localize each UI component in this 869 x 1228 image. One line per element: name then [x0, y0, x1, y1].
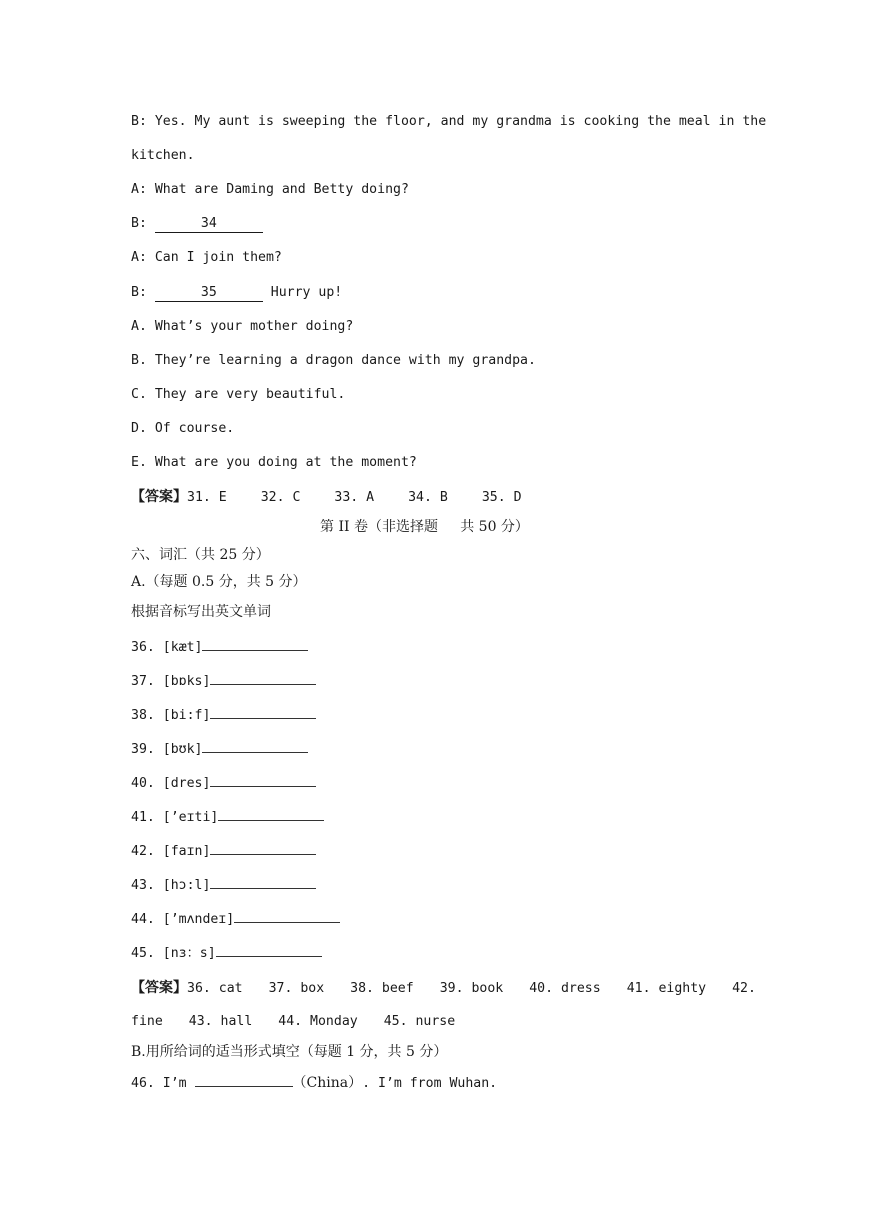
phonetic-item — [131, 910, 340, 929]
item-number: 42. — [131, 844, 155, 859]
answer-item: 36. cat — [187, 981, 243, 996]
dialogue-line-blank-34 — [131, 215, 263, 233]
phonetic-symbol: [dres] — [162, 776, 211, 791]
fill-blank — [210, 876, 316, 889]
phonetic-item — [131, 876, 316, 895]
fill-blank — [210, 842, 316, 855]
answer-item: 39. book — [439, 981, 504, 996]
item-number: 37. — [131, 674, 155, 689]
word-hint: （China） — [292, 1075, 363, 1091]
answer-item: 40. dress — [529, 981, 601, 996]
speaker-label: B: — [131, 285, 155, 300]
answer-line — [131, 488, 522, 507]
option-e: E. What are you doing at the moment? — [131, 455, 417, 470]
answer-line — [131, 1013, 455, 1031]
fill-blank — [218, 808, 324, 821]
answer-item: 35. D — [481, 490, 522, 505]
answer-item: 31. E — [187, 490, 227, 505]
answer-blank: 35 — [155, 285, 263, 302]
phonetic-item — [131, 808, 324, 827]
answer-tag: 【答案】 — [131, 489, 187, 505]
speaker-label: B: — [131, 216, 155, 231]
item-number: 39. — [131, 742, 155, 757]
option-b: B. They’re learning a dragon dance with my grandpa. — [131, 353, 536, 368]
question-prefix: 46. I’m — [131, 1076, 195, 1091]
phonetic-item — [131, 944, 322, 963]
dialogue-line-blank-35 — [131, 284, 342, 302]
phonetic-symbol: [bʊk] — [162, 742, 203, 757]
phonetic-symbol: [’mʌndeɪ] — [162, 912, 235, 927]
answer-tag: 【答案】 — [131, 980, 187, 996]
fill-blank — [210, 672, 316, 685]
phonetic-item — [131, 638, 308, 657]
dialogue-suffix: Hurry up! — [262, 285, 343, 300]
item-number: 41. — [131, 810, 155, 825]
instruction-text: 根据音标写出英文单词 — [131, 604, 271, 620]
phonetic-item — [131, 740, 308, 759]
fill-blank — [210, 774, 316, 787]
answer-item: 34. B — [408, 490, 448, 505]
part-title: 第 II 卷（非选择题 共 50 分） — [320, 519, 529, 535]
fill-blank — [234, 910, 340, 923]
dialogue-line: B: Yes. My aunt is sweeping the floor, and my grandma is cooking the meal in the — [131, 114, 767, 129]
subsection-title: B.用所给词的适当形式填空（每题 1 分，共 5 分） — [131, 1044, 448, 1060]
dialogue-line: A: What are Daming and Betty doing? — [131, 182, 409, 197]
item-number: 45. — [131, 946, 155, 961]
phonetic-item — [131, 706, 316, 725]
answer-item: 43. hall — [188, 1014, 253, 1029]
answer-item: 37. box — [268, 981, 325, 996]
phonetic-symbol: [bi:f] — [162, 708, 211, 723]
option-c: C. They are very beautiful. — [131, 387, 346, 402]
answer-item: fine — [131, 1014, 163, 1029]
fill-blank — [210, 706, 316, 719]
option-d: D. Of course. — [131, 421, 235, 436]
question-suffix: . I’m from Wuhan. — [362, 1076, 498, 1091]
item-number: 38. — [131, 708, 155, 723]
fill-blank — [195, 1074, 293, 1087]
item-number: 43. — [131, 878, 155, 893]
answer-item: 38. beef — [350, 981, 414, 996]
answer-item: 42. — [732, 981, 756, 996]
phonetic-item — [131, 672, 316, 691]
phonetic-item — [131, 842, 316, 861]
answer-blank: 34 — [155, 216, 263, 233]
fill-blank — [202, 740, 308, 753]
question-46 — [131, 1074, 497, 1093]
dialogue-line: A: Can I join them? — [131, 250, 282, 265]
section-title: 六、词汇（共 25 分） — [131, 547, 270, 563]
item-number: 40. — [131, 776, 155, 791]
answer-item: 44. Monday — [278, 1014, 358, 1029]
item-number: 44. — [131, 912, 155, 927]
fill-blank — [202, 638, 308, 651]
answer-item: 32. C — [260, 490, 301, 505]
answer-line — [131, 979, 756, 998]
phonetic-symbol: [hɔ:l] — [162, 878, 211, 893]
phonetic-symbol: [bɒks] — [162, 674, 211, 689]
phonetic-symbol: [faɪn] — [162, 844, 211, 859]
phonetic-symbol: [’eɪti] — [162, 810, 219, 825]
item-number: 36. — [131, 640, 155, 655]
answer-item: 33. A — [334, 490, 375, 505]
phonetic-item — [131, 774, 316, 793]
dialogue-line: kitchen. — [131, 148, 195, 163]
subsection-title: A.（每题 0.5 分，共 5 分） — [131, 574, 307, 590]
answer-item: 45. nurse — [383, 1014, 456, 1029]
phonetic-symbol: [nɜ：s] — [162, 946, 216, 961]
answer-item: 41. eighty — [626, 981, 707, 996]
option-a: A. What’s your mother doing? — [131, 319, 354, 334]
phonetic-symbol: [kæt] — [162, 640, 203, 655]
fill-blank — [216, 944, 322, 957]
